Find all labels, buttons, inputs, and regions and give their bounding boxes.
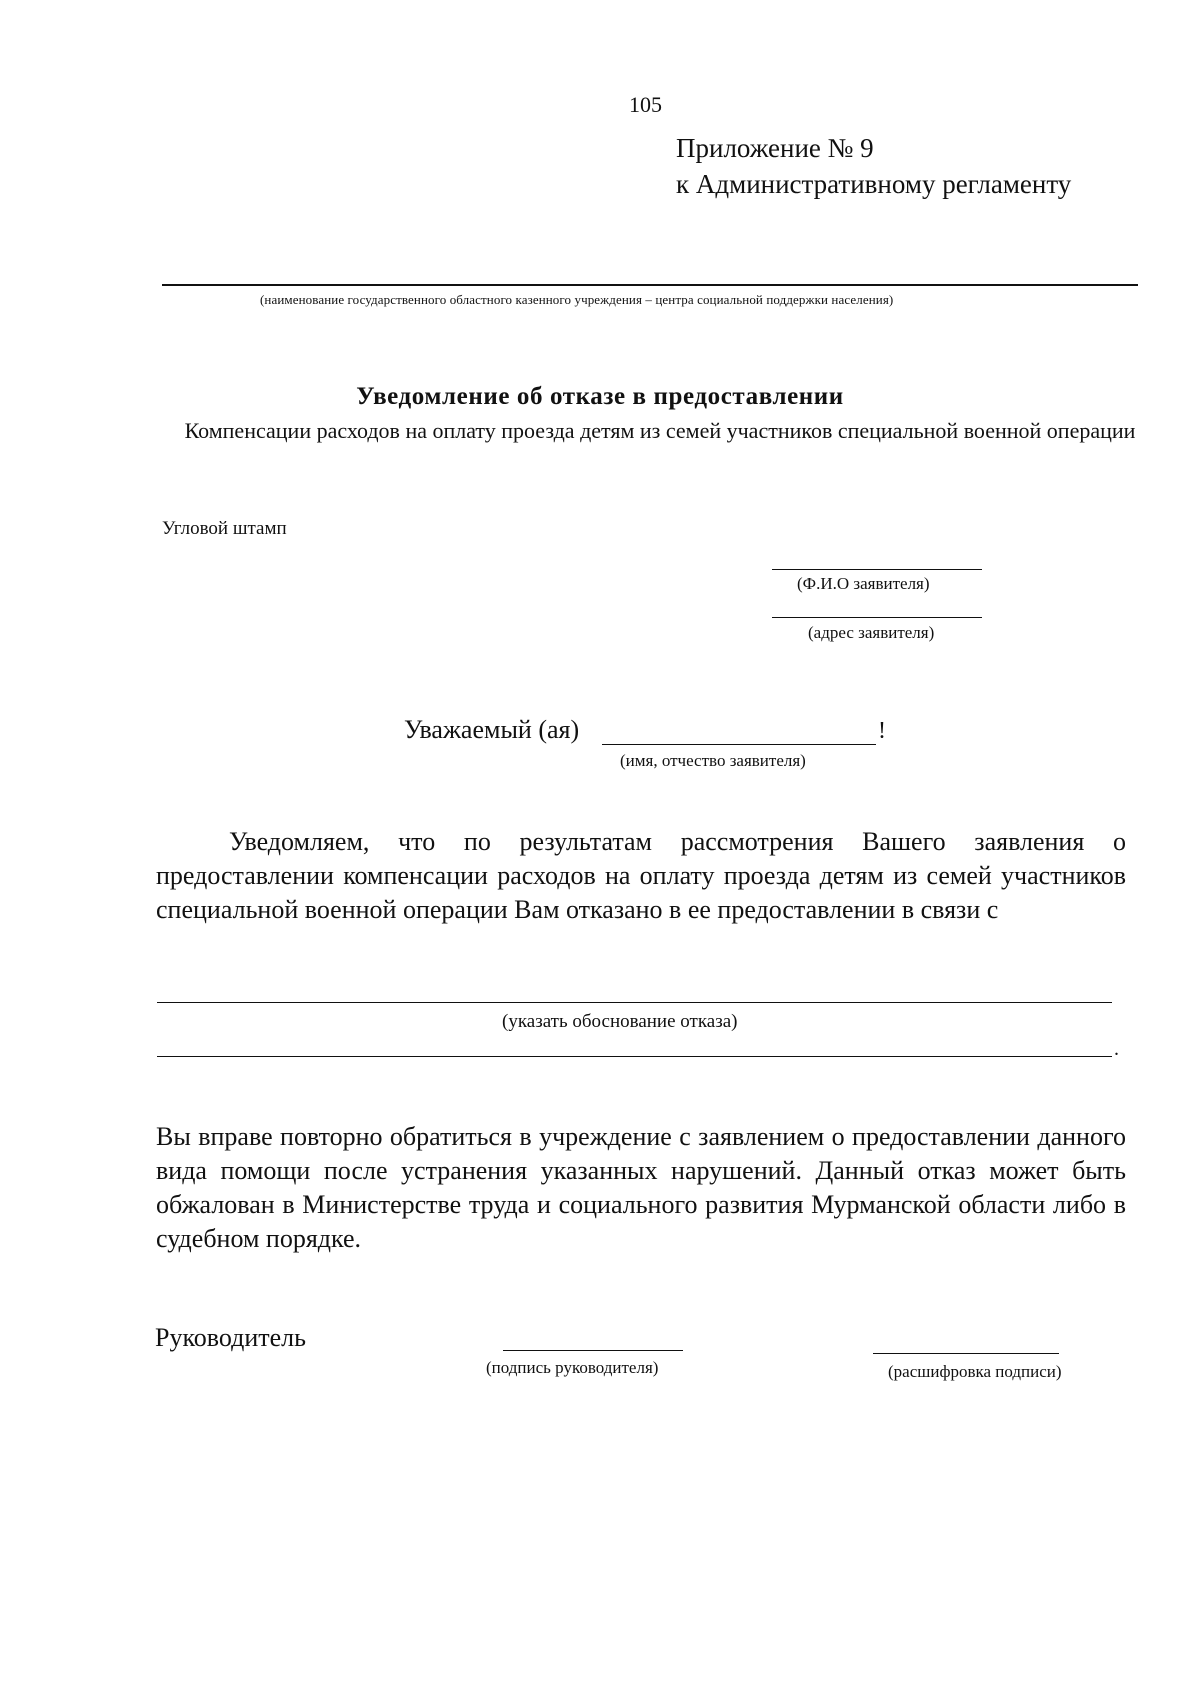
appendix-reference: к Административному регламенту (676, 169, 1072, 199)
applicant-address-caption: (адрес заявителя) (808, 623, 935, 642)
applicant-address-line (772, 617, 982, 618)
organization-line (162, 284, 1138, 286)
appendix-heading (676, 130, 1071, 202)
applicant-fio-line (772, 569, 982, 570)
signature-decode-line (873, 1353, 1059, 1354)
appeal-paragraph: Вы вправе повторно обратиться в учреждение с заявлением о предоставлении данного вида помощи после устранения указанных нарушений. Данный отказ может быть обжалован в Министерстве труда и социального развития Мурманской области либо в судебном порядке. (156, 1122, 1126, 1253)
signature-line (503, 1350, 683, 1351)
refusal-reason-caption: (указать обоснование отказа) (502, 1011, 738, 1032)
appendix-number: Приложение № 9 (676, 133, 874, 163)
applicant-fio-caption: (Ф.И.О заявителя) (797, 574, 930, 593)
greeting-name-caption: (имя, отчество заявителя) (620, 751, 806, 770)
refusal-reason-line-2 (157, 1056, 1112, 1057)
page-number: 105 (629, 92, 662, 117)
organization-caption: (наименование государственного областного казенного учреждения – центра социальной поддержки населения) (260, 292, 894, 307)
corner-stamp-label: Угловой штамп (162, 518, 287, 539)
notice-title: Уведомление об отказе в предоставлении (356, 383, 844, 410)
signature-caption: (подпись руководителя) (486, 1358, 659, 1377)
notice-subtitle: Компенсации расходов на оплату проезда детям из семей участников специальной военной операции (184, 418, 1136, 443)
greeting-text: Уважаемый (ая) (404, 715, 580, 744)
refusal-paragraph: Уведомляем, что по результатам рассмотрения Вашего заявления о предоставлении компенсации расходов на оплату проезда детям из семей участников специальной военной операции Вам отказано в ее предоставлении в связи с (156, 827, 1126, 924)
greeting-exclamation: ! (878, 718, 886, 744)
signer-title: Руководитель (155, 1323, 306, 1352)
refusal-reason-line-1 (157, 1002, 1112, 1003)
refusal-reason-end: . (1114, 1038, 1119, 1060)
greeting-name-line (602, 744, 876, 745)
signature-decode-caption: (расшифровка подписи) (888, 1362, 1062, 1381)
